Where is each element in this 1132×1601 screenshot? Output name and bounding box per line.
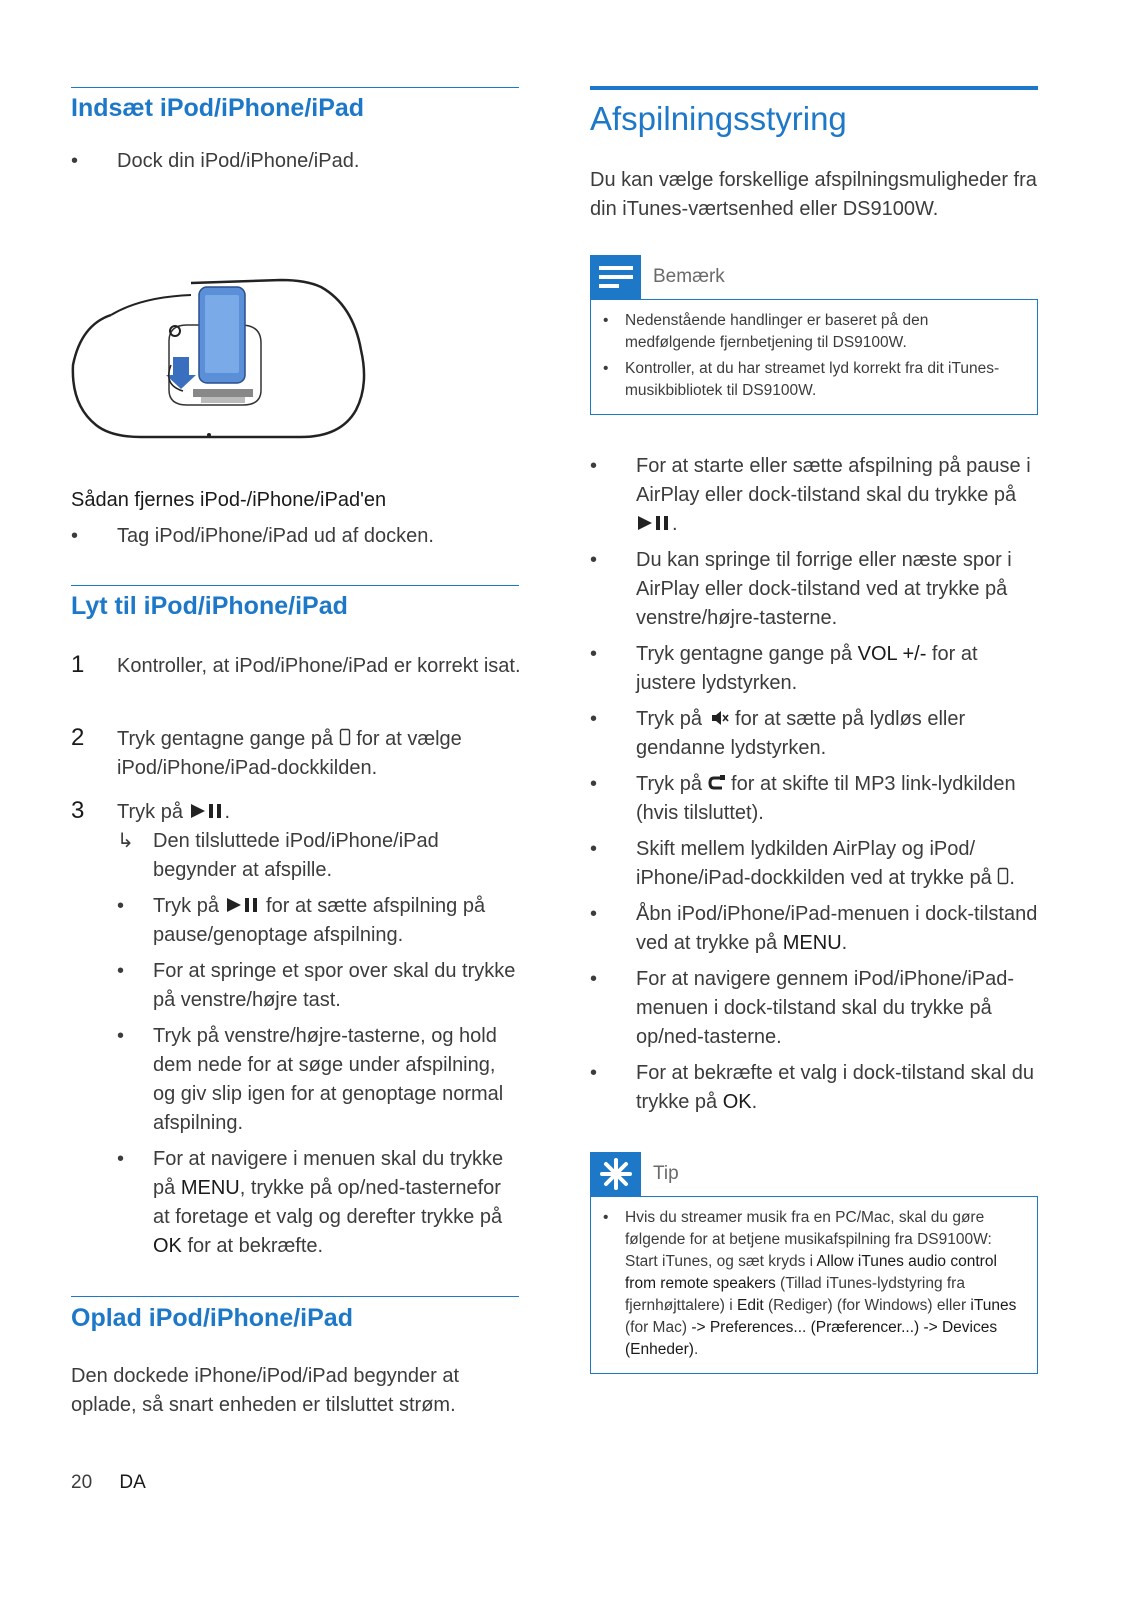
step-1: 1 Kontroller, at iPod/iPhone/iPad er korrekt isat.: [71, 651, 521, 678]
playback-bullets: [590, 452, 1038, 1117]
tip-icon: [590, 1152, 641, 1196]
step-3: 3 Tryk på .: [71, 797, 231, 824]
remove-bullet: • Tag iPod/iPhone/iPad ud af docken.: [71, 525, 434, 547]
step-2: 2 Tryk gentagne gange på for at vælge iPod/iPhone/iPad-dockkilden.: [71, 724, 462, 779]
sub-bullet: • Tryk på for at sætte afspilning på pause/genoptage afspilning.: [117, 895, 486, 946]
playback-bullet: • Tryk på for at skifte til MP3 link-lydkilden (hvis tilsluttet).: [590, 773, 1016, 824]
sub-bullet: • For at navigere i menuen skal du trykke på MENU, trykke på op/ned-tasternefor at foretage et valg og derefter trykke på OK for at bekræfte.: [117, 1148, 504, 1257]
note-content: [590, 299, 1038, 415]
insert-bullet: • Dock din iPod/iPhone/iPad.: [71, 150, 360, 172]
tip-content: [590, 1196, 1038, 1374]
tip-header: [590, 1152, 1038, 1196]
page-title: Afspilningsstyring: [590, 100, 847, 137]
intro-text: Du kan vælge forskellige afspilningsmuligheder fra din iTunes-værtsenhed eller DS9100W.: [590, 169, 1037, 220]
playback-bullet: • Tryk på for at sætte på lydløs eller gendanne lydstyrken.: [590, 708, 966, 759]
note-bullet: • Nedenstående handlinger er baseret på den medfølgende fjernbetjening til DS9100W.: [603, 312, 929, 351]
playback-bullet: • Skift mellem lydkilden AirPlay og iPod/ iPhone/iPad-dockkilden ved at trykke på .: [590, 838, 1015, 889]
section-rule: [71, 1296, 519, 1297]
mute-icon: [708, 710, 730, 726]
dock-illustration: [71, 265, 371, 445]
playback-bullet: • Du kan springe til forrige eller næste spor i AirPlay eller dock-tilstand ved at trykke på venstre/højre-tasterne.: [590, 549, 1012, 629]
note-box: [590, 255, 1038, 415]
section-rule: [71, 87, 519, 88]
title-rule: [590, 86, 1038, 90]
ipod-source-icon: [339, 728, 351, 746]
listen-heading: Lyt til iPod/iPhone/iPad: [71, 592, 348, 620]
result-line: ↳ Den tilsluttede iPod/iPhone/iPad begynder at afspille.: [117, 827, 519, 885]
insert-heading: Indsæt iPod/iPhone/iPad: [71, 94, 365, 122]
section-rule: [71, 585, 519, 586]
mp3-link-icon: [708, 775, 726, 791]
result-arrow-icon: ↳: [117, 830, 134, 852]
step-3-details: [117, 827, 519, 1261]
play-pause-icon: [225, 897, 261, 913]
playback-bullet: • For at navigere gennem iPod/iPhone/iPad-menuen i dock-tilstand skal du trykke på op/ned-tasterne.: [590, 968, 1015, 1048]
playback-bullet: • Tryk gentagne gange på VOL +/- for at justere lydstyrken.: [590, 643, 978, 694]
remove-heading: Sådan fjernes iPod-/iPhone/iPad'en: [71, 489, 387, 511]
playback-bullet: • Åbn iPod/iPhone/iPad-menuen i dock-tilstand ved at trykke på MENU.: [590, 903, 1038, 954]
charge-heading: Oplad iPod/iPhone/iPad: [71, 1304, 353, 1332]
playback-bullet: • For at bekræfte et valg i dock-tilstand skal du trykke på OK.: [590, 1062, 1034, 1113]
language-code: DA: [119, 1472, 146, 1493]
note-header: [590, 255, 1038, 299]
note-bullet: • Kontroller, at du har streamet lyd korrekt fra dit iTunes-musikbibliotek til DS9100W.: [603, 360, 1000, 399]
ipod-source-icon: [997, 867, 1009, 885]
note-icon: [590, 255, 641, 299]
tip-bullet: • Hvis du streamer musik fra en PC/Mac, skal du gøre følgende for at betjene musikafspilning fra DS9100W: Start iTunes, og sæt kryds i Allow iTunes audio control from remote speakers (Tillad iTunes-lydstyring fra fjernhøjttalere) i Edit (Rediger) (for Windows) eller iTunes (for Mac) -> Preferences... (Præferencer...) -> Devices (Enheder).: [603, 1209, 1017, 1358]
play-pause-icon: [189, 803, 225, 819]
play-pause-icon: [636, 515, 672, 531]
tip-box: [590, 1152, 1038, 1374]
page-number: 20: [71, 1472, 93, 1493]
tip-label: Tip: [653, 1163, 679, 1184]
page-footer: [71, 1472, 146, 1494]
sub-bullet: • For at springe et spor over skal du trykke på venstre/højre tast.: [117, 960, 516, 1011]
charge-text: Den dockede iPhone/iPod/iPad begynder at oplade, så snart enheden er tilsluttet strøm.: [71, 1365, 460, 1416]
playback-bullet: • For at starte eller sætte afspilning på pause i AirPlay eller dock-tilstand skal du trykke på .: [590, 455, 1031, 535]
note-label: Bemærk: [653, 266, 725, 287]
sub-bullet: • Tryk på venstre/højre-tasterne, og hold dem nede for at søge under afspilning, og giv slip igen for at genoptage normal afspilning.: [117, 1025, 504, 1134]
